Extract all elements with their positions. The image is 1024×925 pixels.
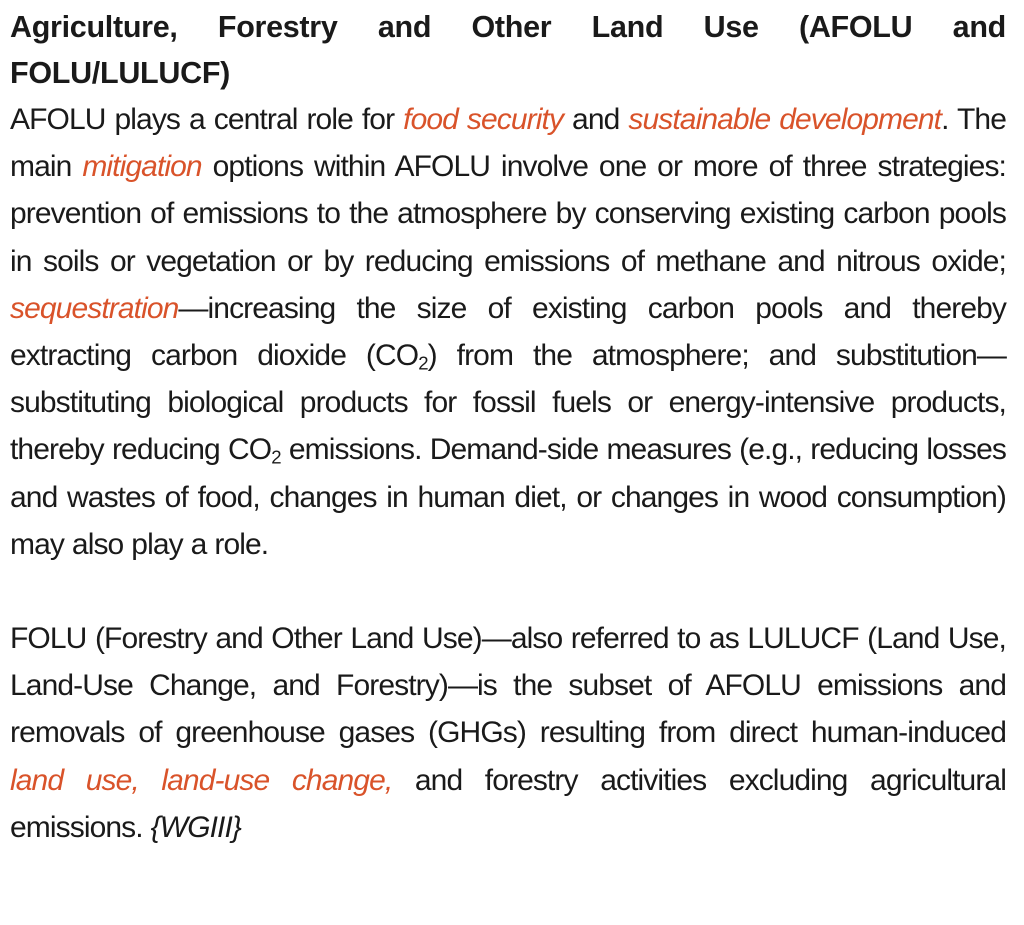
subscript: 2 (418, 352, 428, 374)
text-run: and forestry activities excluding agricultural emissions. (10, 763, 1006, 844)
document-body (10, 4, 1006, 851)
section-heading: Agriculture, Forestry and Other Land Use (AFOLU and FOLU/LULUCF) (10, 10, 1006, 90)
paragraph-folu (10, 615, 1006, 851)
subscript: 2 (271, 447, 281, 469)
glossary-term-sustainable-development[interactable]: sustainable development (628, 103, 942, 136)
glossary-term-sequestration[interactable]: sequestration (10, 291, 179, 325)
text-run: options within AFOLU involve one or more of three strategies: prevention of emissions to the atmosphere by conserving existing carbon pools in soils or vegetation or by reducing emissions of methane and nitrous oxide; (10, 150, 1006, 278)
text-run: FOLU (Forestry and Other Land Use)—also referred to as LULUCF (Land Use, Land-Use Change, and Forestry)—is the subset of AFOLU emissions and removals of greenhouse gases (GHGs) resulting from direct human-induced (10, 622, 1006, 750)
text-run: —increasing the size of existing carbon pools and thereby extracting carbon dioxide (CO (10, 291, 1006, 373)
text-run: . The main (10, 103, 1006, 184)
glossary-term-food-security[interactable]: food security (403, 103, 564, 136)
glossary-term-mitigation[interactable]: mitigation (82, 150, 202, 184)
text-run: emissions. Demand-side measures (e.g., reducing losses and wastes of food, changes in human diet, or changes in wood consumption) may also play a role. (10, 433, 1006, 561)
text-run: and (563, 103, 629, 136)
paragraph-afolu (10, 96, 1006, 568)
glossary-term-land-use[interactable]: land use, land-use change, (10, 763, 393, 797)
text-run: ) from the atmosphere; and substitution—substituting biological products for fossil fuels or energy-intensive products, thereby reducing CO (10, 339, 1006, 467)
report-reference: {WGIII} (150, 810, 242, 844)
text-run: AFOLU plays a central role for (10, 103, 404, 136)
